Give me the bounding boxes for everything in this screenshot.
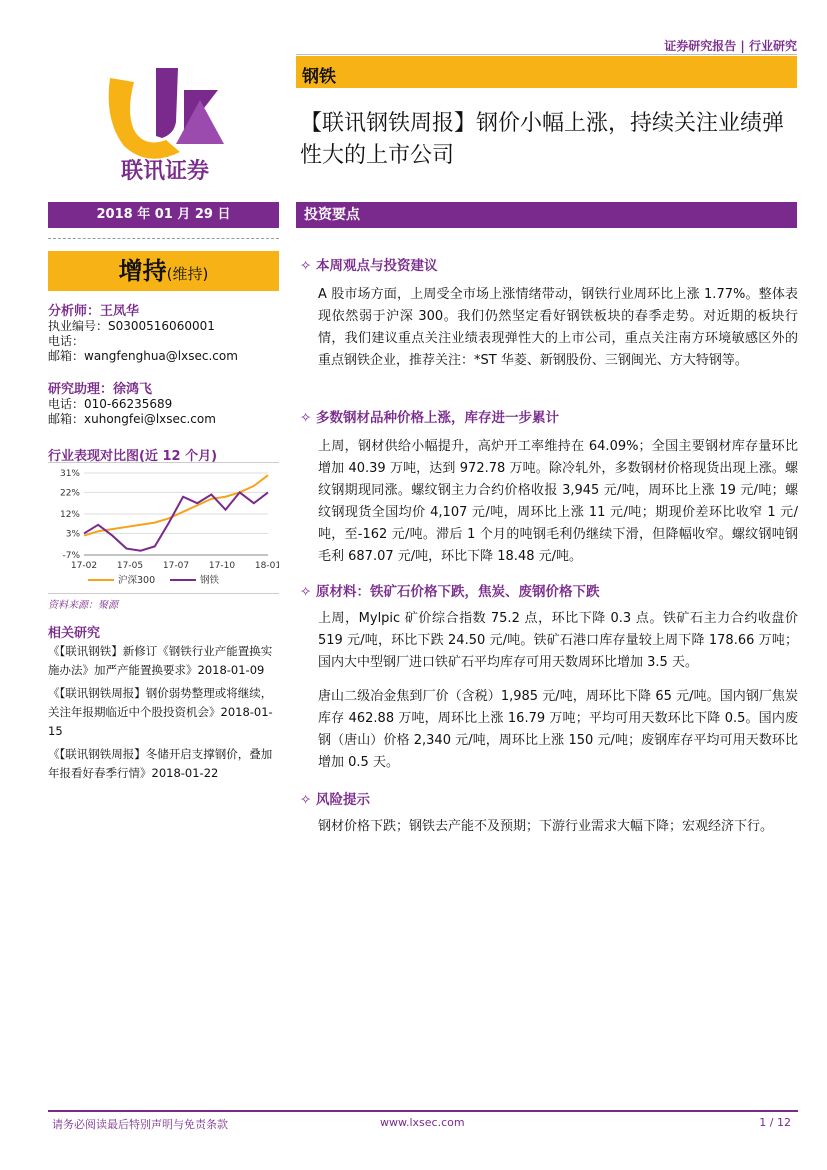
page-number: 1 / 12 xyxy=(759,1116,791,1129)
industry-label: 钢铁 xyxy=(302,67,336,87)
company-logo xyxy=(100,60,230,185)
y-tick-label: 22% xyxy=(59,488,80,499)
section-para-materials-1: 上周，Mylpic 矿价综合指数 75.2 点，环比下降 0.3 点。铁矿石主力合约收盘价 519 元/吨，环比下跌 24.50 元/吨。铁矿石港口库存量较上周下降 178.66 万吨；国内大中型钢厂进口铁矿石平均库存可用天数周环比增加 3.5 天。 xyxy=(318,611,798,670)
x-tick-label: 17-05 xyxy=(116,561,144,571)
series-line-1 xyxy=(84,475,268,535)
footer-divider xyxy=(48,1110,798,1112)
y-tick-label: -7% xyxy=(62,551,80,561)
footer-disclaimer[interactable]: 请务必阅读最后特别声明与免责条款 xyxy=(52,1118,228,1131)
analyst-email: 邮箱：wangfenghua@lxsec.com xyxy=(48,349,238,363)
chart-source: 资料来源：聚源 xyxy=(48,600,118,611)
related-item-3[interactable]: 《【联讯钢铁周报】冬储开启支撑钢价，叠加年报看好春季行情》2018-01-22 xyxy=(48,747,273,780)
summary-banner xyxy=(296,202,797,228)
analyst-block xyxy=(48,304,238,364)
industry-banner xyxy=(296,56,797,88)
assistant-email: 邮箱：xuhongfei@lxsec.com xyxy=(48,412,216,426)
logo-text: 联讯证券 xyxy=(120,158,210,184)
rating-box xyxy=(48,251,279,291)
y-tick-label: 3% xyxy=(65,529,80,540)
analyst-heading: 分析师：王凤华 xyxy=(48,304,140,319)
section-heading-view: ✧ 本周观点与投资建议 xyxy=(300,258,438,274)
chart-svg xyxy=(48,463,279,593)
section-para-materials-2: 唐山二级冶金焦到厂价（含税）1,985 元/吨，周环比下降 65 元/吨。国内钢厂焦炭库存 462.88 万吨，周环比上涨 16.79 万吨；平均可用天数环比下降 0.5。国内废钢（唐山）价格 2,340 元/吨，周环比上涨 150 元/吨；废钢库存平均可用天数环比增加 0.5 天。 xyxy=(318,689,798,770)
logo-mark-icon xyxy=(100,60,230,185)
rating-sub: (维持) xyxy=(166,265,209,283)
y-tick-label: 12% xyxy=(59,510,80,520)
section-heading-materials: ✧ 原材料：铁矿石价格下跌，焦炭、废钢价格下跌 xyxy=(300,584,600,600)
x-tick-label: 18-01 xyxy=(254,561,279,571)
related-item-1[interactable]: 《【联讯钢铁】新修订《钢铁行业产能置换实施办法》加严产能置换要求》2018-01-09 xyxy=(48,644,273,677)
summary-label: 投资要点 xyxy=(304,207,360,223)
assistant-heading: 研究助理：徐鸿飞 xyxy=(48,382,153,397)
rating-main: 增持 xyxy=(118,257,167,285)
y-tick-label: 31% xyxy=(59,469,80,479)
left-divider xyxy=(48,238,279,239)
section-para-view: A 股市场方面，上周受全市场上涨情绪带动，钢铁行业周环比上涨 1.77%。整体表现依然弱于沪深 300。我们仍然坚定看好钢铁板块的春季走势。对近期的板块行情，我们建议重点关注业绩表现弹性大的上市公司，重点关注南方环境敏感区外的重点钢铁企业，推荐关注：*ST 华菱、新钢股份、三钢闽光、方大特钢等。 xyxy=(318,287,798,368)
section-heading-risk: ✧ 风险提示 xyxy=(300,792,371,808)
legend-label: 沪深300 xyxy=(118,575,156,586)
section-para-risk: 钢材价格下跌；钢铁去产能不及预期；下游行业需求大幅下降；宏观经济下行。 xyxy=(318,819,774,834)
performance-chart xyxy=(48,462,279,594)
chart-title: 行业表现对比图(近 12 个月) xyxy=(48,449,218,464)
assistant-block xyxy=(48,382,216,427)
legend-label: 钢铁 xyxy=(200,575,220,586)
analyst-phone: 电话： xyxy=(48,334,85,348)
series-line-2 xyxy=(84,492,268,550)
section-para-price: 上周，钢材供给小幅提升，高炉开工率维持在 64.09%；全国主要钢材库存量环比增加 40.39 万吨，达到 972.78 万吨。除冷轧外，多数钢材价格现货出现上涨。螺纹钢期现同涨。螺纹钢主力合约价格收报 3,945 元/吨，周环比上涨 19 元/吨；螺纹钢现货全国均价 4,107 元/吨，周环比上涨 11 元/吨；期现价差环比收窄 1 元/吨，至-162 元/吨。滞后 1 个月的吨钢毛利仍继续下滑，但降幅收窄。螺纹钢吨钢毛利 687.07 元/吨，环比下降 18.48 元/吨。 xyxy=(318,439,798,564)
report-type: 证券研究报告 | 行业研究 xyxy=(664,39,797,53)
assistant-phone: 电话：010-66235689 xyxy=(48,397,173,411)
x-tick-label: 17-02 xyxy=(70,561,98,571)
analyst-license: 执业编号：S0300516060001 xyxy=(48,319,215,333)
report-title: 【联讯钢铁周报】钢价小幅上涨，持续关注业绩弹性大的上市公司 xyxy=(300,111,785,168)
related-heading: 相关研究 xyxy=(48,626,101,641)
report-date: 2018 年 01 月 29 日 xyxy=(48,202,279,228)
related-item-2[interactable]: 《【联讯钢铁周报】钢价弱势整理或将继续，关注年报期临近中个股投资机会》2018-01-15 xyxy=(48,686,273,738)
section-heading-price: ✧ 多数钢材品种价格上涨，库存进一步累计 xyxy=(300,410,560,426)
top-divider xyxy=(296,54,797,55)
x-tick-label: 17-07 xyxy=(162,561,190,571)
x-tick-label: 17-10 xyxy=(208,561,236,571)
footer-site-link[interactable]: www.lxsec.com xyxy=(380,1116,465,1129)
